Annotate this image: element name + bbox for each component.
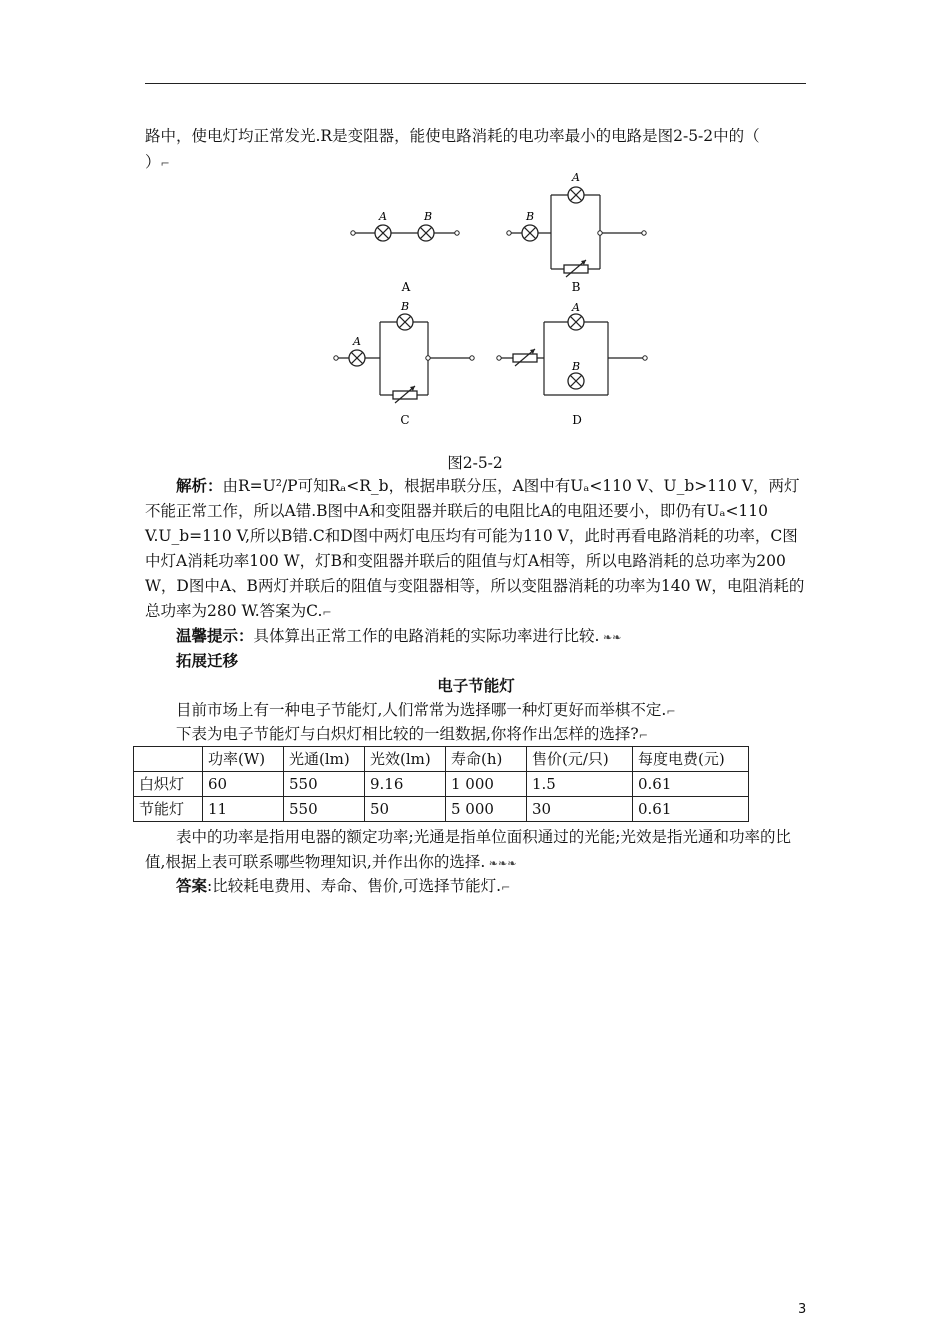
- question-line-1: 路中，使电灯均正常发光.R是变阻器，能使电路消耗的电功率最小的电路是图2-5-2中的（: [145, 127, 760, 145]
- svg-text:A: A: [572, 171, 580, 184]
- header-rule: [145, 83, 806, 84]
- circuit-diagram: [0, 165, 950, 465]
- hint-text: 具体算出正常工作的电路消耗的实际功率进行比较.: [253, 627, 600, 645]
- option-label-b: B: [571, 280, 581, 294]
- answer-text: :比较耗电费用、寿命、售价,可选择节能灯.: [207, 877, 502, 895]
- analysis-text: 由R=U²/P可知Rₐ<R_b，根据串联分压，A图中有Uₐ<110 V、U_b>110 V，两灯不能正常工作，所以A错.B图中A和变阻器并联后的电阻比A的电阻还要小，即仍有Uₐ<110 V.U_b=110 V,所以B错.C和D图中两灯电压均有可能为110 V，此时再看电路消耗的功率，C图中灯A消耗功率100 W，灯B和变阻器并联后的阻值与灯A相等，所以电路消耗的总功率为200 W，D图中A、B两灯并联后的阻值与变阻器相等，所以变阻器消耗的功率为140 W，电阻消耗的总功率为280 W.答案为C.: [145, 477, 805, 620]
- extension-para-3: 表中的功率是指用电器的额定功率;光通是指单位面积通过的光能;光效是指光通和功率的比值,根据上表可联系哪些物理知识,并作出你的选择. ❧❧❧: [145, 828, 791, 871]
- decoration-icon: ❧❧: [599, 631, 622, 644]
- option-label-a: A: [401, 280, 411, 294]
- answer-paragraph: 答案:比较耗电费用、寿命、售价,可选择节能灯.⌐: [176, 877, 511, 895]
- hint-label: 温馨提示：: [176, 627, 254, 645]
- table-row: 白炽灯 60 550 9.16 1 000 1.5 0.61: [134, 772, 749, 797]
- svg-text:A: A: [572, 301, 580, 314]
- option-label-d: D: [572, 413, 582, 427]
- lamp-b-icon: [418, 225, 434, 241]
- comparison-table: [133, 746, 749, 822]
- extension-para-1: 目前市场上有一种电子节能灯,人们常常为选择哪一种灯更好而举棋不定.⌐: [176, 701, 676, 719]
- lamp-label-b: B: [423, 210, 433, 223]
- table-header-row: 功率(W) 光通(lm) 光效(lm) 寿命(h) 售价(元/只) 每度电费(元): [134, 747, 749, 772]
- svg-text:B: B: [571, 360, 581, 373]
- page-number: 3: [798, 1302, 807, 1317]
- paragraph-mark-icon: ⌐: [160, 157, 170, 170]
- table-row: 节能灯 11 550 50 5 000 30 0.61: [134, 797, 749, 822]
- question-line-2: ）⌐: [145, 153, 170, 171]
- lamp-a-icon: [375, 225, 391, 241]
- svg-text:B: B: [525, 210, 535, 223]
- figure-caption: 图2-5-2: [447, 454, 503, 472]
- svg-text:B: B: [400, 300, 410, 313]
- option-label-c: C: [400, 413, 410, 427]
- lamp-label-a: A: [379, 210, 387, 223]
- section-title: 电子节能灯: [437, 677, 515, 695]
- extension-para-2: 下表为电子节能灯与白炽灯相比较的一组数据,你将作出怎样的选择?⌐: [176, 725, 648, 743]
- answer-label: 答案: [176, 877, 208, 895]
- svg-text:A: A: [353, 335, 361, 348]
- extension-heading: 拓展迁移: [176, 652, 239, 670]
- analysis-label: 解析：: [176, 477, 223, 495]
- hint-paragraph: [145, 624, 807, 650]
- analysis-paragraph: 解析：由R=U²/P可知Rₐ<R_b，根据串联分压，A图中有Uₐ<110 V、U_b>110 V，两灯不能正常工作，所以A错.B图中A和变阻器并联后的电阻比A的电阻还要小，即仍有Uₐ<110 V.U_b=110 V,所以B错.C和D图中两灯电压均有可能为110 V，此时再看电路消耗的功率，C图中灯A消耗功率100 W，灯B和变阻器并联后的阻值与灯A相等，所以电路消耗的总功率为200 W，D图中A、B两灯并联后的阻值与变阻器相等，所以变阻器消耗的功率为140 W，电阻消耗的总功率为280 W.答案为C.⌐: [145, 477, 805, 620]
